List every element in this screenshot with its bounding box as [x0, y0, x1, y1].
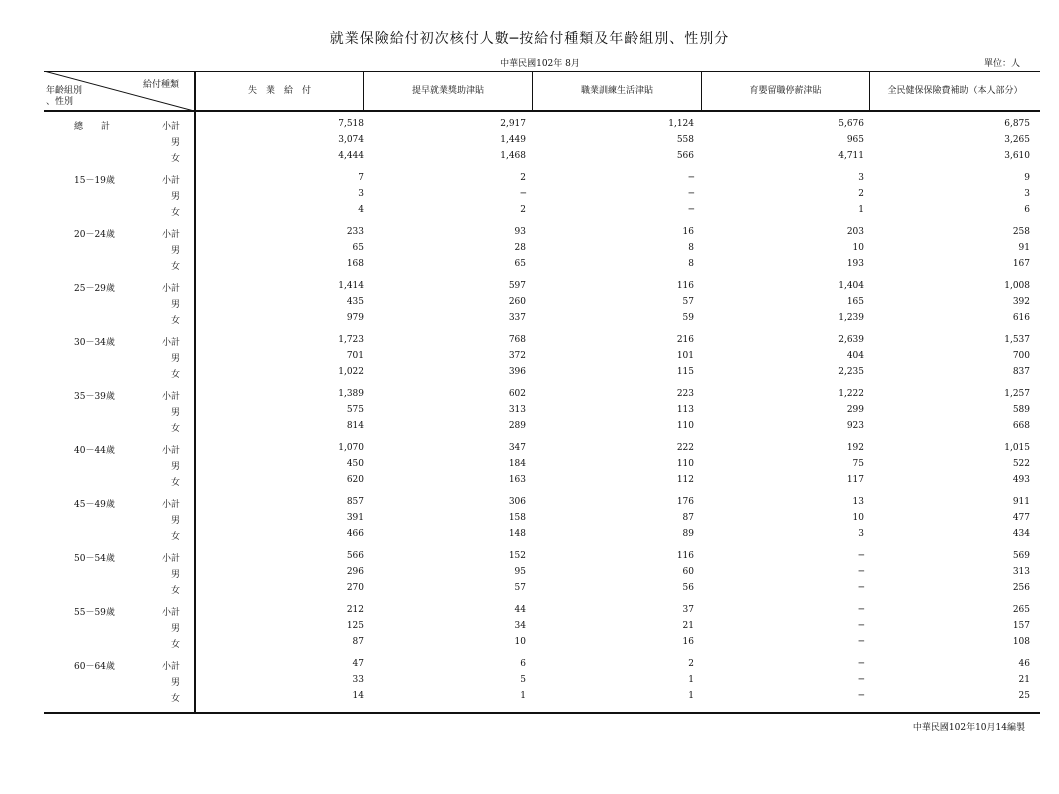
table-cell: 184	[508, 459, 526, 469]
table-cell: 3,265	[1004, 135, 1030, 145]
age-group-label: 35－39歲	[74, 392, 115, 402]
table-cell: 2,639	[838, 335, 864, 345]
table-cell: 296	[346, 567, 364, 577]
table-cell: 1,008	[1004, 281, 1030, 291]
sex-label: 小計	[161, 554, 180, 564]
table-cell: 37	[682, 605, 694, 615]
table-row	[44, 581, 1040, 597]
table-cell: 2	[520, 173, 526, 183]
age-group-label: 60－64歲	[74, 662, 115, 672]
table-row	[44, 619, 1040, 635]
table-cell: 566	[346, 551, 364, 561]
table-cell: 6,875	[1004, 119, 1030, 129]
table-cell: 768	[508, 335, 526, 345]
table-cell: 857	[346, 497, 364, 507]
table-row	[44, 295, 1040, 311]
table-cell: ─	[520, 189, 526, 199]
table-cell: 60	[682, 567, 694, 577]
table-row	[44, 565, 1040, 581]
table-cell: 1,449	[500, 135, 526, 145]
sex-label: 小計	[161, 122, 180, 132]
table-row	[44, 603, 1040, 619]
table-cell: 569	[1012, 551, 1030, 561]
table-cell: 337	[508, 313, 526, 323]
table-row	[44, 133, 1040, 149]
sex-label: 小計	[161, 176, 180, 186]
table-cell: 6	[1024, 205, 1030, 215]
table-cell: 25	[1018, 691, 1030, 701]
table-cell: 4	[358, 205, 364, 215]
table-cell: 110	[676, 459, 694, 469]
table-cell: 258	[1012, 227, 1030, 237]
table-row	[44, 657, 1040, 673]
table-row	[44, 473, 1040, 489]
table-cell: 313	[1012, 567, 1030, 577]
sex-label: 男	[170, 300, 180, 310]
table-cell: 7,518	[338, 119, 364, 129]
table-cell: ─	[858, 551, 864, 561]
table-cell: 93	[514, 227, 526, 237]
table-cell: 1,389	[338, 389, 364, 399]
sex-label: 男	[170, 516, 180, 526]
table-cell: 3	[358, 189, 364, 199]
age-group-label: 20－24歲	[74, 230, 115, 240]
table-cell: 477	[1012, 513, 1030, 523]
table-cell: 3	[858, 173, 864, 183]
table-row	[44, 187, 1040, 203]
table-row	[44, 495, 1040, 511]
table-cell: 10	[852, 513, 864, 523]
sex-label: 小計	[161, 446, 180, 456]
table-cell: 14	[352, 691, 364, 701]
sex-label: 女	[170, 532, 180, 542]
sex-label: 女	[170, 316, 180, 326]
age-group-label: 25－29歲	[74, 284, 115, 294]
table-cell: 911	[1012, 497, 1030, 507]
table-cell: 16	[682, 227, 694, 237]
unit-label: 單位：人	[983, 59, 1020, 69]
table-cell: 193	[846, 259, 864, 269]
column-header: 提早就業獎助津貼	[411, 86, 484, 96]
table-row	[44, 403, 1040, 419]
sex-label: 男	[170, 192, 180, 202]
sex-label: 女	[170, 478, 180, 488]
table-cell: 3	[1024, 189, 1030, 199]
table-cell: 176	[676, 497, 694, 507]
table-cell: 101	[676, 351, 694, 361]
corner-label-line: 年齡組別	[46, 86, 83, 96]
table-row	[44, 689, 1040, 705]
table-row	[44, 387, 1040, 403]
sex-label: 小計	[161, 392, 180, 402]
table-cell: 148	[508, 529, 526, 539]
table-cell: 306	[508, 497, 526, 507]
table-cell: 125	[346, 621, 364, 631]
table-cell: 21	[1018, 675, 1030, 685]
table-cell: 392	[1012, 297, 1030, 307]
corner-label-category: 給付種類	[143, 80, 180, 90]
table-cell: 4,444	[338, 151, 364, 161]
table-cell: 59	[682, 313, 694, 323]
table-row	[44, 279, 1040, 295]
table-cell: ─	[858, 621, 864, 631]
sex-label: 女	[170, 424, 180, 434]
table-cell: 391	[346, 513, 364, 523]
table-row	[44, 365, 1040, 381]
sex-label: 女	[170, 262, 180, 272]
sex-label: 男	[170, 246, 180, 256]
table-cell: 222	[676, 443, 694, 453]
table-cell: 165	[846, 297, 864, 307]
table-cell: 3,074	[338, 135, 364, 145]
table-cell: 597	[508, 281, 526, 291]
table-cell: 1,468	[500, 151, 526, 161]
table-cell: 1	[688, 675, 694, 685]
table-cell: ─	[858, 691, 864, 701]
table-cell: 75	[852, 459, 864, 469]
table-cell: 47	[352, 659, 364, 669]
table-cell: 5	[520, 675, 526, 685]
table-cell: 558	[676, 135, 694, 145]
table-cell: 522	[1012, 459, 1030, 469]
table-cell: 233	[346, 227, 364, 237]
table-cell: ─	[858, 637, 864, 647]
table-row	[44, 311, 1040, 327]
sex-label: 小計	[161, 500, 180, 510]
table-cell: 1,414	[338, 281, 364, 291]
table-cell: 110	[676, 421, 694, 431]
table-cell: 270	[346, 583, 364, 593]
table-cell: 192	[846, 443, 864, 453]
table-cell: 668	[1012, 421, 1030, 431]
table-cell: 701	[346, 351, 364, 361]
table-cell: 87	[352, 637, 364, 647]
sex-label: 女	[170, 694, 180, 704]
sex-label: 小計	[161, 662, 180, 672]
table-cell: 9	[1024, 173, 1030, 183]
table-cell: 1,124	[668, 119, 694, 129]
table-cell: 157	[1012, 621, 1030, 631]
sex-label: 男	[170, 138, 180, 148]
table-row	[44, 225, 1040, 241]
table-cell: 1,404	[838, 281, 864, 291]
table-cell: 13	[852, 497, 864, 507]
table-cell: 814	[346, 421, 364, 431]
column-header: 全民健保保險費補助（本人部分）	[887, 86, 1023, 96]
sex-label: 女	[170, 208, 180, 218]
table-cell: 575	[346, 405, 364, 415]
sex-label: 小計	[161, 608, 180, 618]
table-cell: 2	[520, 205, 526, 215]
table-cell: 167	[1012, 259, 1030, 269]
compiled-date: 中華民國102年10月14編製	[912, 723, 1025, 733]
table-cell: 837	[1012, 367, 1030, 377]
table-cell: 493	[1012, 475, 1030, 485]
table-cell: 396	[508, 367, 526, 377]
table-row	[44, 673, 1040, 689]
table-cell: 620	[346, 475, 364, 485]
table-cell: 2,235	[838, 367, 864, 377]
sex-label: 男	[170, 354, 180, 364]
table-cell: 116	[676, 551, 694, 561]
table-cell: ─	[858, 567, 864, 577]
table-cell: 265	[1012, 605, 1030, 615]
sex-label: 男	[170, 678, 180, 688]
table-cell: 313	[508, 405, 526, 415]
table-cell: ─	[858, 605, 864, 615]
table-cell: 7	[358, 173, 364, 183]
table-cell: 91	[1018, 243, 1030, 253]
table-cell: 4,711	[838, 151, 864, 161]
table-row	[44, 333, 1040, 349]
table-cell: 450	[346, 459, 364, 469]
table-cell: 1,070	[338, 443, 364, 453]
table-cell: 33	[352, 675, 364, 685]
table-cell: 163	[508, 475, 526, 485]
table-cell: 1,222	[838, 389, 864, 399]
table-cell: 979	[346, 313, 364, 323]
table-cell: 212	[346, 605, 364, 615]
table-row	[44, 511, 1040, 527]
table-cell: 44	[514, 605, 526, 615]
table-cell: 435	[346, 297, 364, 307]
table-cell: 923	[846, 421, 864, 431]
table-cell: 95	[514, 567, 526, 577]
table-cell: 21	[682, 621, 694, 631]
table-cell: 34	[514, 621, 526, 631]
table-cell: 56	[682, 583, 694, 593]
sex-label: 男	[170, 408, 180, 418]
table-cell: ─	[688, 189, 694, 199]
table-cell: 1,723	[338, 335, 364, 345]
table-cell: 65	[514, 259, 526, 269]
table-cell: 65	[352, 243, 364, 253]
table-cell: 28	[514, 243, 526, 253]
table-cell: 5,676	[838, 119, 864, 129]
sex-label: 小計	[161, 338, 180, 348]
table-cell: 404	[846, 351, 864, 361]
table-cell: 299	[846, 405, 864, 415]
table-cell: 602	[508, 389, 526, 399]
table-cell: 57	[682, 297, 694, 307]
page-title: 就業保險給付初次核付人數─按給付種類及年齡組別、性別分	[329, 31, 730, 47]
column-header: 育嬰留職停薪津貼	[749, 86, 822, 96]
table-cell: ─	[688, 205, 694, 215]
table-cell: 1,537	[1004, 335, 1030, 345]
table-cell: 89	[682, 529, 694, 539]
report-period: 中華民國102年 8月	[500, 59, 580, 69]
table-cell: 434	[1012, 529, 1030, 539]
table-cell: 2,917	[500, 119, 526, 129]
column-header: 職業訓練生活津貼	[580, 86, 653, 96]
sex-label: 小計	[161, 230, 180, 240]
sex-label: 女	[170, 640, 180, 650]
table-cell: 1,022	[338, 367, 364, 377]
table-cell: 1,239	[838, 313, 864, 323]
table-cell: 347	[508, 443, 526, 453]
table-cell: ─	[858, 659, 864, 669]
table-row	[44, 203, 1040, 219]
age-group-label: 55－59歲	[74, 608, 115, 618]
table-cell: 87	[682, 513, 694, 523]
table-cell: 1	[858, 205, 864, 215]
table-cell: 466	[346, 529, 364, 539]
table-cell: ─	[858, 583, 864, 593]
table-row	[44, 257, 1040, 273]
table-cell: 158	[508, 513, 526, 523]
table-cell: 289	[508, 421, 526, 431]
age-group-label: 15－19歲	[74, 176, 115, 186]
table-row	[44, 241, 1040, 257]
table-cell: 1,257	[1004, 389, 1030, 399]
table-cell: 16	[682, 637, 694, 647]
sex-label: 男	[170, 462, 180, 472]
table-row	[44, 149, 1040, 165]
table-cell: 223	[676, 389, 694, 399]
sex-label: 女	[170, 154, 180, 164]
sex-label: 男	[170, 570, 180, 580]
table-row	[44, 117, 1040, 133]
table-cell: 3,610	[1004, 151, 1030, 161]
sex-label: 女	[170, 370, 180, 380]
table-cell: 1	[520, 691, 526, 701]
corner-label-age-sex	[46, 86, 82, 108]
sex-label: 女	[170, 586, 180, 596]
table-cell: 1,015	[1004, 443, 1030, 453]
table-cell: 203	[846, 227, 864, 237]
age-group-label: 45－49歲	[74, 500, 115, 510]
age-group-label: 50－54歲	[74, 554, 115, 564]
table-cell: 112	[676, 475, 694, 485]
table-cell: 372	[508, 351, 526, 361]
table-cell: 46	[1018, 659, 1030, 669]
table-row	[44, 549, 1040, 565]
column-header: 失 業 給 付	[247, 86, 311, 96]
table-cell: 216	[676, 335, 694, 345]
table-cell: 6	[520, 659, 526, 669]
table-row	[44, 419, 1040, 435]
table-cell: 965	[846, 135, 864, 145]
table-cell: 8	[688, 243, 694, 253]
table-cell: 700	[1012, 351, 1030, 361]
age-group-label: 總 計	[74, 122, 111, 132]
table-cell: 589	[1012, 405, 1030, 415]
table-cell: 616	[1012, 313, 1030, 323]
table-cell: 260	[508, 297, 526, 307]
table-cell: 116	[676, 281, 694, 291]
table-cell: 10	[514, 637, 526, 647]
table-cell: ─	[688, 173, 694, 183]
table-cell: 3	[858, 529, 864, 539]
table-cell: 115	[676, 367, 694, 377]
table-cell: 152	[508, 551, 526, 561]
table-cell: 117	[846, 475, 864, 485]
table-cell: 168	[346, 259, 364, 269]
table-cell: 108	[1012, 637, 1030, 647]
table-cell: 8	[688, 259, 694, 269]
table-cell: 2	[858, 189, 864, 199]
table-cell: 566	[676, 151, 694, 161]
table-cell: 2	[688, 659, 694, 669]
age-group-label: 40－44歲	[74, 446, 115, 456]
table-cell: 113	[676, 405, 694, 415]
sex-label: 小計	[161, 284, 180, 294]
table-cell: 10	[852, 243, 864, 253]
table-cell: ─	[858, 675, 864, 685]
table-cell: 57	[514, 583, 526, 593]
table-row	[44, 349, 1040, 365]
sex-label: 男	[170, 624, 180, 634]
table-row	[44, 527, 1040, 543]
table-row	[44, 171, 1040, 187]
age-group-label: 30－34歲	[74, 338, 115, 348]
table-cell: 1	[688, 691, 694, 701]
table-cell: 256	[1012, 583, 1030, 593]
table-row	[44, 441, 1040, 457]
corner-label-line: 、性別	[46, 97, 74, 107]
table-row	[44, 635, 1040, 651]
table-row	[44, 457, 1040, 473]
